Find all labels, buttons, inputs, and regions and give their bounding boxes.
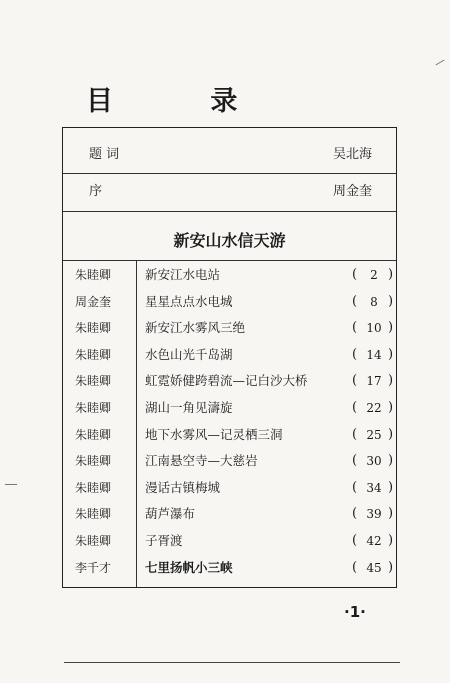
front-matter-author: 周金奎 bbox=[332, 184, 372, 199]
toc-author: 朱睦卿 bbox=[75, 321, 112, 336]
toc-page: 30 bbox=[366, 454, 382, 469]
toc-author: 李千才 bbox=[75, 560, 112, 575]
toc-author: 朱睦卿 bbox=[75, 427, 112, 442]
divider bbox=[63, 173, 396, 174]
toc-page: 2 bbox=[370, 268, 378, 282]
toc-page: 10 bbox=[366, 321, 382, 336]
toc-row: 朱睦卿 新安江水雾风三绝 ( 10 ) bbox=[75, 320, 394, 336]
toc-row: 朱睦卿 地下水雾风—记灵栖三洞 ( 25 ) bbox=[75, 426, 394, 442]
toc-row: 朱睦卿 江南悬空寺—大慈岩 ( 30 ) bbox=[75, 453, 394, 469]
toc-author: 朱睦卿 bbox=[75, 268, 112, 282]
page-number: ·1· bbox=[344, 603, 366, 621]
toc-title: 子胥渡 bbox=[145, 533, 183, 548]
toc-row: 朱睦卿 水色山光千岛湖 ( 14 ) bbox=[75, 346, 394, 362]
toc-author: 朱睦卿 bbox=[75, 534, 112, 548]
toc-author: 朱睦卿 bbox=[75, 507, 112, 522]
toc-title: 葫芦瀑布 bbox=[145, 506, 196, 522]
toc-row: 朱睦卿 葫芦瀑布 ( 39 ) bbox=[75, 506, 394, 522]
toc-title: 新安江水雾风三绝 bbox=[145, 320, 246, 336]
toc-title: 星星点点水电城 bbox=[145, 293, 233, 309]
toc-page: 34 bbox=[366, 480, 382, 495]
toc-page: 42 bbox=[366, 534, 382, 548]
toc-page: 45 bbox=[366, 560, 382, 575]
divider bbox=[63, 260, 396, 261]
toc-title: 新安江水电站 bbox=[145, 267, 221, 282]
front-matter-label: 序 bbox=[89, 184, 103, 199]
front-matter-label: 题 词 bbox=[89, 147, 120, 162]
toc-page: 25 bbox=[366, 427, 382, 442]
toc-page: 17 bbox=[366, 374, 382, 389]
toc-title: 湖山一角见濤旋 bbox=[145, 400, 233, 415]
toc-title: 地下水雾风—记灵栖三洞 bbox=[145, 426, 283, 442]
toc-row: 朱睦卿 子胥渡 ( 42 ) bbox=[75, 533, 394, 548]
toc-row: 周金奎 星星点点水电城 ( 8 ) bbox=[75, 293, 394, 309]
toc-title: 漫话古镇梅城 bbox=[145, 479, 221, 495]
toc-row: 李千才 七里扬帆小三峡 ( 45 ) bbox=[75, 559, 394, 575]
toc-title: 七里扬帆小三峡 bbox=[145, 559, 233, 575]
scan-mark bbox=[5, 484, 17, 485]
toc-row: 朱睦卿 湖山一角见濤旋 ( 22 ) bbox=[75, 400, 394, 415]
toc-author: 朱睦卿 bbox=[75, 374, 112, 389]
contents-table bbox=[62, 127, 397, 588]
front-matter-author: 吴北海 bbox=[332, 147, 372, 162]
toc-row: 朱睦卿 漫话古镇梅城 ( 34 ) bbox=[75, 479, 394, 495]
toc-title: 虹霓娇健跨碧流—记白沙大桥 bbox=[145, 373, 308, 389]
section-title: 新安山水信天游 bbox=[173, 231, 286, 250]
toc-title: 江南悬空寺—大慈岩 bbox=[145, 453, 258, 469]
toc-page: 39 bbox=[366, 507, 382, 522]
toc-row: 朱睦卿 虹霓娇健跨碧流—记白沙大桥 ( 17 ) bbox=[75, 373, 394, 389]
toc-author: 周金奎 bbox=[75, 294, 112, 309]
toc-author: 朱睦卿 bbox=[75, 480, 112, 495]
page-title: 目 录 bbox=[86, 86, 282, 117]
bottom-rule bbox=[64, 662, 400, 663]
toc-author: 朱睦卿 bbox=[75, 454, 112, 469]
toc-page: 14 bbox=[366, 347, 382, 362]
toc-page: 8 bbox=[370, 294, 378, 309]
toc-row: 朱睦卿 新安江水电站 ( 2 ) bbox=[75, 267, 394, 282]
divider bbox=[63, 211, 396, 212]
toc-author: 朱睦卿 bbox=[75, 401, 112, 415]
toc-title: 水色山光千岛湖 bbox=[145, 346, 233, 362]
toc-page: 22 bbox=[366, 401, 382, 415]
toc-author: 朱睦卿 bbox=[75, 347, 112, 362]
scan-mark bbox=[435, 60, 444, 66]
